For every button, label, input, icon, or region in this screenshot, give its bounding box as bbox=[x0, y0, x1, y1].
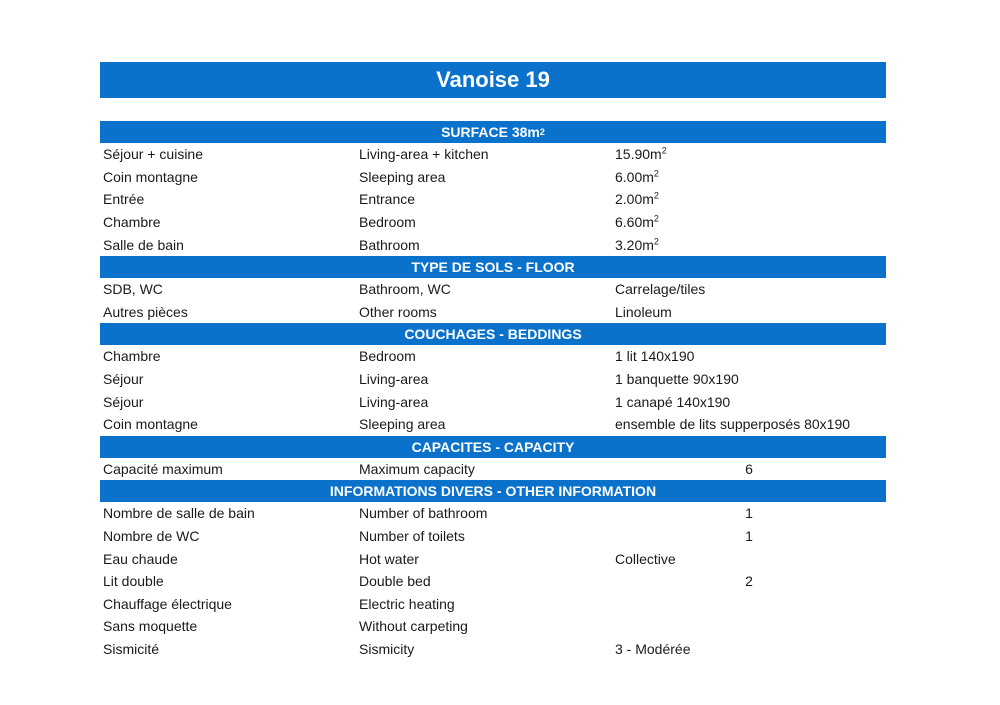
label-en: Other rooms bbox=[359, 303, 437, 320]
value bbox=[612, 191, 886, 207]
spacer bbox=[100, 98, 886, 121]
value: Collective bbox=[615, 550, 676, 567]
table-row bbox=[100, 233, 886, 256]
table-row bbox=[100, 413, 886, 436]
value bbox=[612, 237, 886, 253]
label-en: Bathroom bbox=[359, 236, 420, 253]
label-en: Maximum capacity bbox=[359, 460, 475, 477]
label-fr: Sismicité bbox=[103, 640, 160, 657]
value: 1 bbox=[745, 505, 753, 522]
value: Carrelage/tiles bbox=[615, 281, 706, 298]
label-en: Electric heating bbox=[359, 595, 455, 612]
label-fr: Séjour bbox=[103, 393, 144, 410]
label-en: Living-area bbox=[359, 393, 429, 410]
label-fr: Chambre bbox=[103, 214, 161, 231]
value bbox=[612, 146, 886, 162]
label-en: Without carpeting bbox=[359, 618, 468, 635]
value-text: 2.00m bbox=[615, 191, 654, 208]
label-en: Bedroom bbox=[359, 214, 416, 231]
label-fr: Capacité maximum bbox=[103, 460, 223, 477]
table-row bbox=[100, 188, 886, 211]
label-fr: Eau chaude bbox=[103, 550, 178, 567]
label-fr: Sans moquette bbox=[103, 618, 198, 635]
table-row bbox=[100, 390, 886, 413]
section-header-beddings: COUCHAGES - BEDDINGS bbox=[100, 323, 886, 345]
label-en: Hot water bbox=[359, 550, 419, 567]
label-fr: Autres pièces bbox=[103, 303, 188, 320]
value: 6 bbox=[745, 460, 753, 477]
label-fr: Chauffage électrique bbox=[103, 595, 232, 612]
table-row bbox=[100, 593, 886, 616]
label-en: Sleeping area bbox=[359, 168, 446, 185]
value bbox=[612, 169, 886, 185]
value-text: 6.00m bbox=[615, 168, 654, 185]
table-row bbox=[100, 570, 886, 593]
label-fr: Salle de bain bbox=[103, 236, 184, 253]
label-en: Bedroom bbox=[359, 348, 416, 365]
value-sup: 2 bbox=[653, 168, 659, 179]
value bbox=[612, 214, 886, 230]
value: ensemble de lits supperposés 80x190 bbox=[615, 416, 851, 433]
table-row bbox=[100, 502, 886, 525]
page-title: Vanoise 19 bbox=[100, 62, 886, 98]
label-fr: Coin montagne bbox=[103, 416, 198, 433]
label-fr: Entrée bbox=[103, 191, 145, 208]
label-en: Double bed bbox=[359, 573, 431, 590]
table-row bbox=[100, 211, 886, 234]
value: 1 canapé 140x190 bbox=[615, 393, 731, 410]
section-header-other: INFORMATIONS DIVERS - OTHER INFORMATION bbox=[100, 480, 886, 502]
label-en: Sleeping area bbox=[359, 416, 446, 433]
label-en: Bathroom, WC bbox=[359, 281, 451, 298]
value: 3 - Modérée bbox=[615, 640, 691, 657]
label-fr: Séjour + cuisine bbox=[103, 146, 204, 163]
surface-header-text: SURFACE 38m bbox=[441, 124, 540, 140]
label-fr: Nombre de salle de bain bbox=[103, 505, 255, 522]
label-en: Number of toilets bbox=[359, 528, 465, 545]
value-text: 15.90m bbox=[615, 146, 662, 163]
label-en: Living-area bbox=[359, 371, 429, 388]
value: 1 banquette 90x190 bbox=[615, 371, 739, 388]
section-header-surface: SURFACE 38m 2 bbox=[100, 121, 886, 143]
table-row bbox=[100, 301, 886, 324]
label-en: Entrance bbox=[359, 191, 416, 208]
table-row bbox=[100, 278, 886, 301]
table-row bbox=[100, 368, 886, 391]
label-fr: Nombre de WC bbox=[103, 528, 200, 545]
table-row bbox=[100, 345, 886, 368]
info-sheet bbox=[100, 62, 886, 660]
value-text: 6.60m bbox=[615, 214, 654, 231]
label-en: Number of bathroom bbox=[359, 505, 488, 522]
label-en: Living-area + kitchen bbox=[359, 146, 489, 163]
label-fr: Coin montagne bbox=[103, 168, 198, 185]
label-fr: Lit double bbox=[103, 573, 164, 590]
value-sup: 2 bbox=[661, 145, 667, 156]
value: Linoleum bbox=[615, 303, 672, 320]
value: 2 bbox=[745, 573, 753, 590]
section-header-floor: TYPE DE SOLS - FLOOR bbox=[100, 256, 886, 278]
value-sup: 2 bbox=[653, 190, 659, 201]
label-fr: Chambre bbox=[103, 348, 161, 365]
label-fr: Séjour bbox=[103, 371, 144, 388]
value-text: 3.20m bbox=[615, 236, 654, 253]
value: 1 lit 140x190 bbox=[615, 348, 695, 365]
table-row bbox=[100, 547, 886, 570]
section-header-capacity: CAPACITES - CAPACITY bbox=[100, 436, 886, 458]
value: 1 bbox=[745, 528, 753, 545]
table-row bbox=[100, 615, 886, 638]
table-row bbox=[100, 525, 886, 548]
table-row bbox=[100, 458, 886, 481]
label-fr: SDB, WC bbox=[103, 281, 163, 298]
table-row bbox=[100, 638, 886, 661]
value-sup: 2 bbox=[653, 236, 659, 247]
table-row bbox=[100, 143, 886, 166]
value-sup: 2 bbox=[653, 213, 659, 224]
label-en: Sismicity bbox=[359, 640, 415, 657]
table-row bbox=[100, 166, 886, 189]
